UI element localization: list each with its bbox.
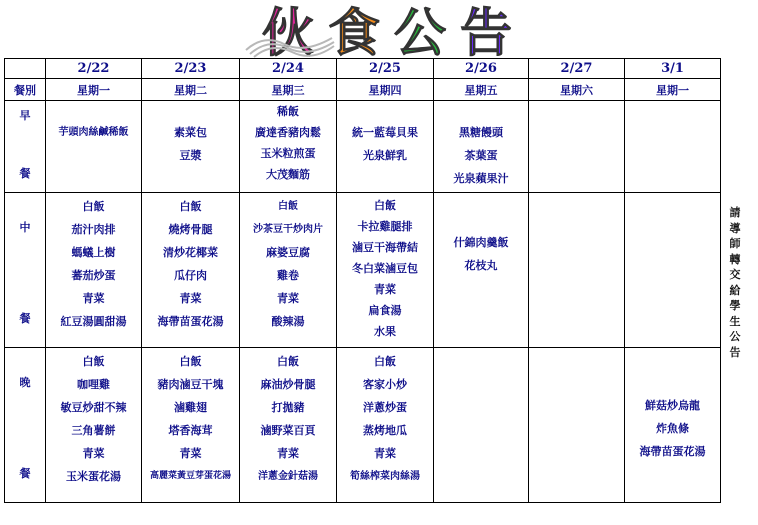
menu-cell xyxy=(142,348,240,503)
dish: 青菜 xyxy=(277,292,299,305)
dish: 蒸烤地瓜 xyxy=(363,424,407,437)
date-cell: 3/1 xyxy=(625,59,721,79)
page-title xyxy=(240,2,540,60)
title-char-2: 食 xyxy=(328,4,381,60)
breakfast-label xyxy=(5,101,46,193)
dish: 扁食湯 xyxy=(368,304,402,317)
swoosh-decoration xyxy=(244,28,336,58)
dish: 麻油炒骨腿 xyxy=(260,378,316,391)
dish: 青菜 xyxy=(179,292,202,305)
notice-text: 請導師轉交給學生公告 xyxy=(729,206,741,359)
title-char-3: 公 xyxy=(394,4,447,60)
dish: 黑糖饅頭 xyxy=(459,126,503,139)
dish: 酸辣湯 xyxy=(271,315,305,328)
dish: 青菜 xyxy=(277,447,299,460)
menu-cell-empty xyxy=(625,193,721,348)
dish: 玉米蛋花湯 xyxy=(66,470,121,483)
menu-cell-empty xyxy=(529,348,625,503)
menu-cell xyxy=(434,193,529,348)
date-cell: 2/22 xyxy=(46,59,142,79)
meal-label-top: 早 xyxy=(19,109,31,122)
menu-table xyxy=(4,58,721,503)
dish: 白飯 xyxy=(179,200,202,213)
dish: 螞蟻上樹 xyxy=(71,246,116,259)
dish: 光泉蘋果汁 xyxy=(453,172,509,185)
dish: 豬肉滷豆干塊 xyxy=(157,378,224,391)
weekday-cell: 星期一 xyxy=(625,79,721,101)
menu-cell xyxy=(142,193,240,348)
dish: 麻婆豆腐 xyxy=(266,246,310,259)
menu-cell xyxy=(142,101,240,193)
dish: 水果 xyxy=(374,325,396,338)
dish: 雞卷 xyxy=(277,269,299,282)
dish: 茶葉蛋 xyxy=(464,149,498,162)
dish: 紅豆湯圓甜湯 xyxy=(60,315,127,328)
meal-label-bottom: 餐 xyxy=(19,312,31,325)
dish: 白飯 xyxy=(179,355,202,368)
title-char-1: 伙 xyxy=(262,4,315,60)
dish: 白飯 xyxy=(277,355,299,368)
dish: 青菜 xyxy=(374,283,396,296)
menu-cell-empty xyxy=(529,193,625,348)
dinner-label xyxy=(5,348,46,503)
title-char-4: 告 xyxy=(460,4,513,60)
weekday-cell: 星期四 xyxy=(337,79,434,101)
dinner-row xyxy=(5,348,721,503)
meal-label-top: 中 xyxy=(19,221,31,234)
dish: 青菜 xyxy=(82,292,105,305)
dish: 滷豆干海帶結 xyxy=(352,241,418,254)
menu-cell xyxy=(240,193,337,348)
dish: 素菜包 xyxy=(174,126,207,139)
dish: 高麗菜黃豆芽蛋花湯 xyxy=(149,471,231,481)
menu-cell-empty xyxy=(529,101,625,193)
meal-label-header: 餐別 xyxy=(5,79,46,101)
meal-label-top: 晚 xyxy=(19,376,31,389)
dish: 洋蔥金針菇湯 xyxy=(258,471,318,482)
dish: 什錦肉羹飯 xyxy=(453,236,509,249)
dish: 白飯 xyxy=(374,199,396,212)
dish: 咖哩雞 xyxy=(77,378,110,391)
weekday-cell: 星期三 xyxy=(240,79,337,101)
dish: 青菜 xyxy=(179,447,202,460)
dish: 玉米粒煎蛋 xyxy=(260,147,316,160)
menu-cell xyxy=(46,348,142,503)
weekday-cell: 星期五 xyxy=(434,79,529,101)
dish: 海帶苗蛋花湯 xyxy=(157,315,224,328)
menu-cell xyxy=(240,348,337,503)
dish: 沙茶豆干炒肉片 xyxy=(253,224,323,235)
dish: 三角薯餅 xyxy=(71,424,116,437)
dish: 大茂麵筋 xyxy=(266,168,310,181)
dish: 白飯 xyxy=(278,201,298,212)
dish: 燒烤骨腿 xyxy=(168,223,213,236)
date-cell: 2/24 xyxy=(240,59,337,79)
dish: 廣達香豬肉鬆 xyxy=(255,126,321,139)
dish: 冬白菜滷豆包 xyxy=(352,262,418,275)
date-cell: 2/25 xyxy=(337,59,434,79)
dish: 白飯 xyxy=(82,200,105,213)
menu-cell xyxy=(240,101,337,193)
weekday-cell: 星期六 xyxy=(529,79,625,101)
dish: 洋蔥炒蛋 xyxy=(363,401,407,414)
dish: 海帶苗蛋花湯 xyxy=(639,445,706,458)
dish: 打拋豬 xyxy=(271,401,305,414)
dish: 白飯 xyxy=(82,355,105,368)
dish: 青菜 xyxy=(374,447,396,460)
menu-cell xyxy=(337,348,434,503)
dish: 蕃茄炒蛋 xyxy=(71,269,116,282)
dish: 清炒花椰菜 xyxy=(163,246,218,259)
corner-cell xyxy=(5,59,46,79)
menu-cell xyxy=(337,193,434,348)
dish: 客家小炒 xyxy=(363,378,407,391)
weekday-cell: 星期一 xyxy=(46,79,142,101)
dish: 瓜仔肉 xyxy=(174,269,207,282)
dish: 豆漿 xyxy=(179,149,202,162)
dish: 敏豆炒甜不辣 xyxy=(60,401,127,414)
meal-label-bottom: 餐 xyxy=(19,167,31,180)
dish: 炸魚條 xyxy=(656,422,689,435)
lunch-row xyxy=(5,193,721,348)
dish: 統一藍莓貝果 xyxy=(352,126,418,139)
menu-cell xyxy=(46,101,142,193)
dish: 芋頭肉絲鹹稀飯 xyxy=(58,127,129,138)
menu-cell-empty xyxy=(434,348,529,503)
menu-cell-empty xyxy=(625,101,721,193)
weekday-cell: 星期二 xyxy=(142,79,240,101)
menu-cell xyxy=(46,193,142,348)
meal-label-bottom: 餐 xyxy=(19,467,31,480)
menu-cell xyxy=(434,101,529,193)
dish: 白飯 xyxy=(374,355,396,368)
dish: 稀飯 xyxy=(277,105,299,118)
weekday-row xyxy=(5,79,721,101)
date-row xyxy=(5,59,721,79)
dish: 滷野菜百頁 xyxy=(260,424,316,437)
dish: 筍絲榨菜肉絲湯 xyxy=(350,471,420,482)
menu-cell xyxy=(625,348,721,503)
dish: 茄汁肉排 xyxy=(71,223,116,236)
date-cell: 2/26 xyxy=(434,59,529,79)
dish: 鮮菇炒烏龍 xyxy=(645,399,700,412)
dish: 光泉鮮乳 xyxy=(363,149,407,162)
dish: 花枝丸 xyxy=(464,259,498,272)
dish: 卡拉雞腿排 xyxy=(357,220,413,233)
breakfast-row xyxy=(5,101,721,193)
menu-cell xyxy=(337,101,434,193)
lunch-label xyxy=(5,193,46,348)
dish: 塔香海茸 xyxy=(168,424,213,437)
date-cell: 2/23 xyxy=(142,59,240,79)
date-cell: 2/27 xyxy=(529,59,625,79)
dish: 青菜 xyxy=(82,447,105,460)
dish: 滷雞翅 xyxy=(174,401,207,414)
